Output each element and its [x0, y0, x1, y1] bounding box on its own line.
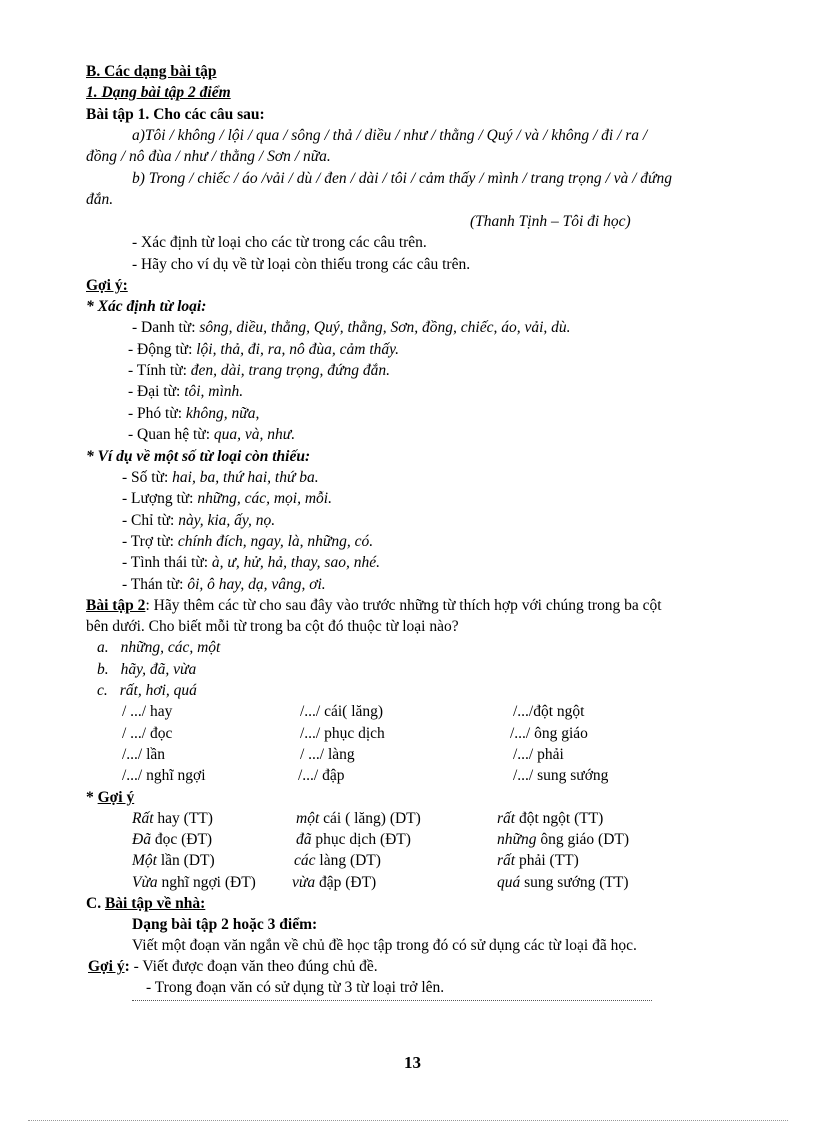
- answer-word: đã: [296, 831, 312, 848]
- ex1-sentence-b-2: đắn.: [86, 191, 114, 208]
- answer-rest: làng (DT): [315, 852, 381, 869]
- ex1-task-2: - Hãy cho ví dụ về từ loại còn thiếu trong các câu trên.: [132, 256, 471, 273]
- answer-word: một: [296, 810, 320, 827]
- row-value: hai, ba, thứ hai, thứ ba.: [172, 469, 319, 486]
- page-number: 13: [404, 1053, 421, 1072]
- section-c-hint-label: Gợi ý: [88, 958, 125, 975]
- answer-cell: [497, 830, 629, 850]
- row-label: - Đại từ:: [128, 383, 185, 400]
- word-class-row: [128, 404, 259, 424]
- grid-cell: /.../ sung sướng: [513, 767, 609, 784]
- dotted-rule: [132, 1000, 652, 1001]
- answer-cell: [296, 830, 411, 850]
- answer-cell: [132, 873, 256, 893]
- option-value: những, các, một: [120, 639, 221, 656]
- ex2-text-1: [86, 596, 662, 616]
- answer-word: Rất: [132, 810, 154, 827]
- answer-word: rất: [497, 810, 516, 827]
- row-value: đen, dài, trang trọng, đứng đắn.: [190, 362, 390, 379]
- answer-cell: [132, 830, 212, 850]
- example-row: [122, 489, 332, 509]
- hint2-label: Gợi ý: [97, 789, 135, 806]
- answer-cell: [292, 873, 376, 893]
- row-label: - Chỉ từ:: [122, 512, 179, 529]
- grid-cell: /.../ nghĩ ngợi: [122, 767, 206, 784]
- option-value: hãy, đã, vừa: [120, 661, 197, 678]
- section-c-prefix: C.: [86, 895, 105, 912]
- answer-cell: [132, 851, 215, 871]
- answer-word: các: [294, 852, 316, 869]
- word-class-row: [128, 382, 243, 402]
- answer-cell: [294, 851, 381, 871]
- example-row: [122, 511, 275, 531]
- option-marker: c.: [97, 682, 108, 699]
- example-row: [122, 532, 373, 552]
- row-value: ôi, ô hay, dạ, vâng, ơi.: [187, 576, 326, 593]
- answer-rest: đọc (ĐT): [150, 831, 213, 848]
- row-value: không, nữa,: [185, 405, 260, 422]
- word-class-row: [128, 361, 390, 381]
- ex1-instruction: Cho các câu sau:: [149, 106, 265, 123]
- ex2-text-2: bên dưới. Cho biết mỗi từ trong ba cột đó thuộc từ loại nào?: [86, 618, 459, 635]
- grid-cell: /.../ ông giáo: [510, 725, 588, 742]
- row-value: này, kia, ấy, nọ.: [178, 512, 276, 529]
- option-marker: b.: [97, 661, 109, 678]
- answer-rest: lần (DT): [156, 852, 215, 869]
- answer-word: vừa: [292, 874, 316, 891]
- grid-cell: /.../ cái( lăng): [300, 703, 384, 720]
- grid-cell: /.../đột ngột: [513, 703, 585, 720]
- answer-rest: hay (TT): [153, 810, 213, 827]
- row-label: - Phó từ:: [128, 405, 186, 422]
- ex1-sentence-b-1: b) Trong / chiếc / áo /vải / dù / đen / dài / tôi / cảm thấy / mình / trang trọng / và / đứng: [132, 170, 673, 187]
- type1-title: 1. Dạng bài tập 2 điểm: [86, 84, 231, 101]
- answer-cell: [497, 851, 579, 871]
- grid-cell: / .../ đọc: [122, 725, 173, 742]
- answer-rest: phục dịch (ĐT): [311, 831, 411, 848]
- word-class-row: [128, 340, 399, 360]
- section-c-hint-row: [88, 957, 378, 977]
- answer-rest: nghĩ ngợi (ĐT): [157, 874, 256, 891]
- row-label: - Trợ từ:: [122, 533, 178, 550]
- answer-rest: đập (ĐT): [315, 874, 377, 891]
- answer-word: những: [497, 831, 537, 848]
- option-value: rất, hơi, quá: [119, 682, 197, 699]
- row-value: à, ư, hử, hả, thay, sao, nhé.: [211, 554, 380, 571]
- answer-rest: phải (TT): [515, 852, 579, 869]
- section-c-task: Viết một đoạn văn ngắn về chủ đề học tập trong đó có sử dụng các từ loại đã học.: [132, 937, 637, 954]
- option-marker: a.: [97, 639, 109, 656]
- answer-rest: sung sướng (TT): [520, 874, 629, 891]
- answer-cell: [296, 809, 421, 829]
- grid-cell: /.../ đập: [298, 767, 345, 784]
- row-value: tôi, mình.: [184, 383, 244, 400]
- ex1-sentence-a-1: a)Tôi / không / lội / qua / sông / thả / diều / như / thằng / Quý / và / không / đi / ra /: [132, 127, 648, 144]
- row-label: - Danh từ:: [132, 319, 200, 336]
- row-value: chính đích, ngay, là, những, có.: [177, 533, 374, 550]
- section-b-title: B. Các dạng bài tập: [86, 63, 217, 80]
- answer-cell: [132, 809, 213, 829]
- answer-rest: cái ( lăng) (DT): [319, 810, 421, 827]
- row-label: - Động từ:: [128, 341, 197, 358]
- section-c-type: Dạng bài tập 2 hoặc 3 điểm:: [132, 916, 318, 933]
- answer-cell: [497, 873, 629, 893]
- answer-rest: đột ngột (TT): [515, 810, 604, 827]
- row-label: - Quan hệ từ:: [128, 426, 214, 443]
- row-label: - Tình thái từ:: [122, 554, 212, 571]
- ex1-task-1: - Xác định từ loại cho các từ trong các câu trên.: [132, 234, 427, 251]
- answer-word: Một: [132, 852, 157, 869]
- example-row: [122, 575, 326, 595]
- row-label: - Tính từ:: [128, 362, 191, 379]
- hint2-star: *: [86, 789, 98, 806]
- ex1-label: Bài tập 1.: [86, 106, 150, 123]
- grid-cell: /.../ lần: [122, 746, 166, 763]
- row-label: - Số từ:: [122, 469, 173, 486]
- answer-word: quá: [497, 874, 521, 891]
- ex1-heading: [86, 105, 265, 125]
- answer-word: Đã: [132, 831, 151, 848]
- answer-word: Vừa: [132, 874, 158, 891]
- section-c-title: Bài tập về nhà:: [104, 895, 206, 912]
- ex2-option: [97, 638, 220, 658]
- ex2-option: [97, 681, 197, 701]
- ex2-option: [97, 660, 196, 680]
- hint2-heading: [86, 788, 134, 808]
- answer-rest: ông giáo (DT): [536, 831, 630, 848]
- example-row: [122, 468, 319, 488]
- ex2-text: : Hãy thêm các từ cho sau đây vào trước những từ thích hợp với chúng trong ba cột: [145, 597, 662, 614]
- answer-word: rất: [497, 852, 516, 869]
- row-label: - Thán từ:: [122, 576, 188, 593]
- row-label: - Lượng từ:: [122, 490, 198, 507]
- section-c-hint-1: - Viết được đoạn văn theo đúng chủ đề.: [133, 958, 378, 975]
- grid-cell: / .../ làng: [300, 746, 355, 763]
- section-c-hint-2: - Trong đoạn văn có sử dụng từ 3 từ loại trở lên.: [146, 979, 445, 996]
- grid-cell: /.../ phục dịch: [300, 725, 385, 742]
- grid-cell: / .../ hay: [122, 703, 173, 720]
- row-value: sông, diều, thằng, Quý, thằng, Sơn, đồng, chiếc, áo, vải, dù.: [199, 319, 571, 336]
- ex1-sentence-a-2: đồng / nô đùa / như / thằng / Sơn / nữa.: [86, 148, 331, 165]
- row-value: qua, và, như.: [213, 426, 296, 443]
- grid-cell: /.../ phải: [513, 746, 564, 763]
- ex1-source: (Thanh Tịnh – Tôi đi học): [470, 213, 631, 230]
- example-row: [122, 553, 380, 573]
- examples-title: * Ví dụ về một số từ loại còn thiếu:: [86, 448, 311, 465]
- row-value: những, các, mọi, mỗi.: [197, 490, 332, 507]
- word-class-row: [128, 425, 295, 445]
- row-value: lội, thả, đi, ra, nô đùa, cảm thấy.: [196, 341, 400, 358]
- ex2-label: Bài tập 2: [86, 597, 146, 614]
- section-c-heading: [86, 894, 205, 914]
- hint1-label: Gợi ý:: [86, 277, 128, 294]
- identify-title: * Xác định từ loại:: [86, 298, 207, 315]
- answer-cell: [497, 809, 603, 829]
- section-c-hint-colon: :: [124, 958, 134, 975]
- word-class-row: [132, 318, 571, 338]
- page-edge: [28, 1120, 788, 1121]
